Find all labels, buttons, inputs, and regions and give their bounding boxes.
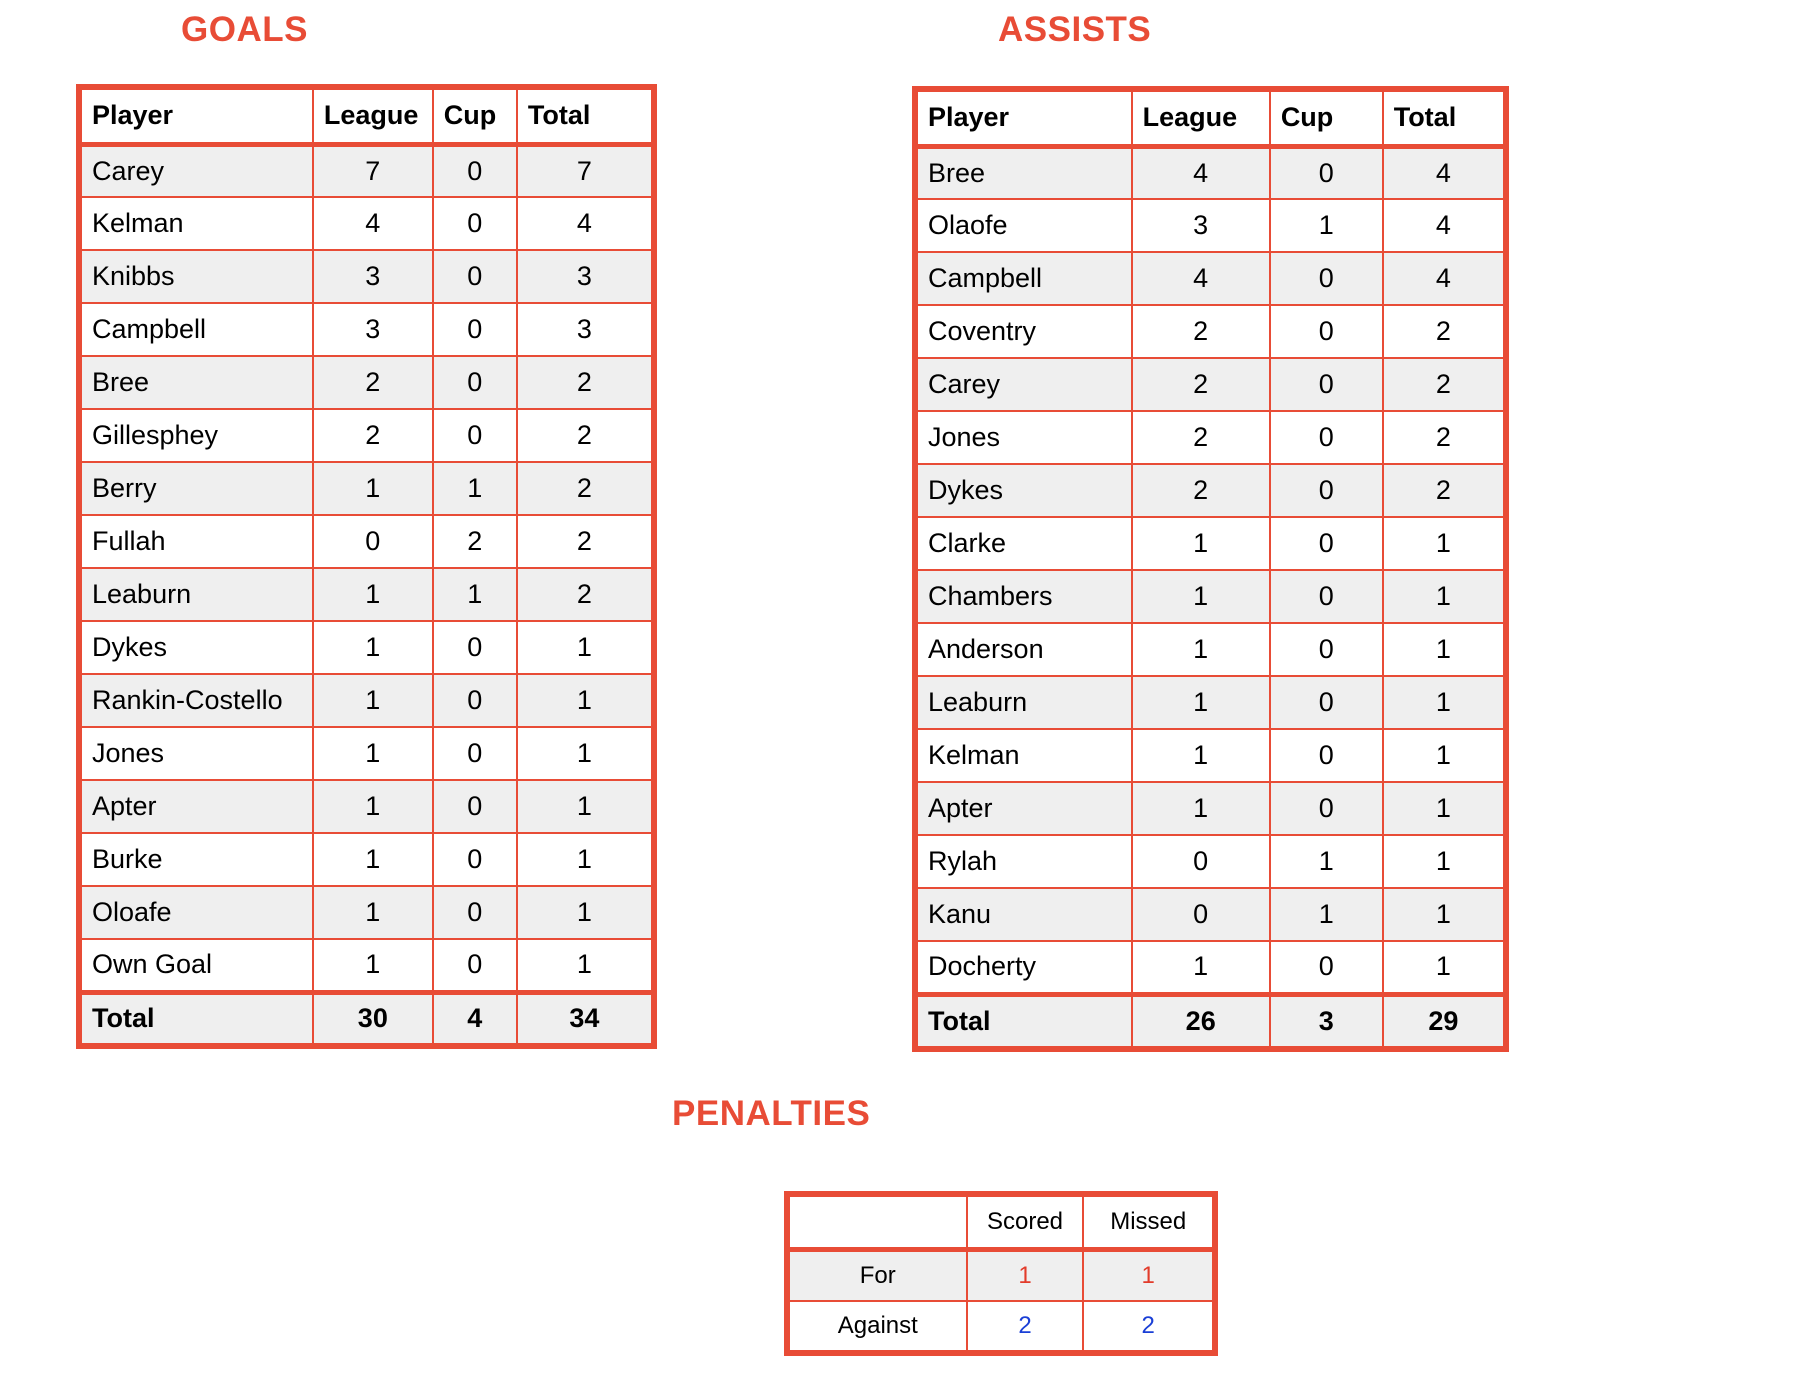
assists-cell-player: Rylah xyxy=(915,835,1132,888)
goals-header-player: Player xyxy=(79,87,313,144)
goals-total-label: Total xyxy=(79,992,313,1046)
assists-cell-player: Campbell xyxy=(915,252,1132,305)
goals-cell-cup: 0 xyxy=(433,303,517,356)
goals-cell-league: 1 xyxy=(313,939,433,992)
assists-cell-player: Jones xyxy=(915,411,1132,464)
assists-cell-total: 1 xyxy=(1383,676,1506,729)
penalties-header-missed: Missed xyxy=(1083,1194,1215,1249)
goals-cell-player: Knibbs xyxy=(79,250,313,303)
assists-table-row xyxy=(915,676,1506,729)
penalties-header-blank xyxy=(787,1194,967,1249)
goals-cell-cup: 2 xyxy=(433,515,517,568)
goals-heading: GOALS xyxy=(181,10,308,49)
goals-cell-cup: 0 xyxy=(433,727,517,780)
goals-cell-league: 1 xyxy=(313,568,433,621)
goals-cell-player: Carey xyxy=(79,144,313,197)
assists-cell-player: Dykes xyxy=(915,464,1132,517)
goals-cell-player: Apter xyxy=(79,780,313,833)
goals-cell-player: Gillesphey xyxy=(79,409,313,462)
goals-cell-player: Burke xyxy=(79,833,313,886)
goals-cell-player: Berry xyxy=(79,462,313,515)
assists-cell-player: Anderson xyxy=(915,623,1132,676)
assists-table-row xyxy=(915,146,1506,199)
assists-cell-cup: 0 xyxy=(1270,358,1383,411)
goals-cell-player: Campbell xyxy=(79,303,313,356)
goals-cell-total: 2 xyxy=(517,515,654,568)
goals-cell-league: 1 xyxy=(313,780,433,833)
assists-body xyxy=(915,146,1506,994)
assists-cell-cup: 0 xyxy=(1270,623,1383,676)
assists-cell-league: 1 xyxy=(1132,623,1270,676)
assists-cell-cup: 0 xyxy=(1270,252,1383,305)
goals-cell-total: 7 xyxy=(517,144,654,197)
goals-cell-league: 7 xyxy=(313,144,433,197)
assists-cell-total: 1 xyxy=(1383,782,1506,835)
goals-cell-league: 2 xyxy=(313,409,433,462)
assists-cell-total: 1 xyxy=(1383,570,1506,623)
penalties-against-missed: 2 xyxy=(1083,1301,1215,1353)
assists-cell-league: 4 xyxy=(1132,252,1270,305)
assists-cell-league: 1 xyxy=(1132,676,1270,729)
assists-cell-player: Kanu xyxy=(915,888,1132,941)
goals-cell-player: Bree xyxy=(79,356,313,409)
goals-cell-league: 1 xyxy=(313,886,433,939)
goals-cell-total: 1 xyxy=(517,939,654,992)
goals-table-row xyxy=(79,939,654,992)
goals-table-row xyxy=(79,833,654,886)
goals-cell-league: 3 xyxy=(313,250,433,303)
assists-cell-cup: 1 xyxy=(1270,199,1383,252)
assists-cell-cup: 0 xyxy=(1270,305,1383,358)
assists-cell-league: 0 xyxy=(1132,888,1270,941)
goals-cell-cup: 0 xyxy=(433,250,517,303)
goals-cell-total: 3 xyxy=(517,303,654,356)
penalties-header-row xyxy=(787,1194,1215,1249)
assists-cell-total: 4 xyxy=(1383,252,1506,305)
goals-total-total: 34 xyxy=(517,992,654,1046)
assists-heading: ASSISTS xyxy=(998,10,1152,49)
assists-cell-cup: 1 xyxy=(1270,835,1383,888)
goals-table-row xyxy=(79,621,654,674)
goals-cell-player: Own Goal xyxy=(79,939,313,992)
assists-cell-league: 1 xyxy=(1132,570,1270,623)
goals-cell-player: Oloafe xyxy=(79,886,313,939)
goals-cell-player: Fullah xyxy=(79,515,313,568)
assists-cell-cup: 0 xyxy=(1270,517,1383,570)
assists-cell-cup: 0 xyxy=(1270,411,1383,464)
assists-cell-league: 1 xyxy=(1132,729,1270,782)
goals-body xyxy=(79,144,654,992)
assists-cell-league: 1 xyxy=(1132,941,1270,994)
goals-cell-total: 2 xyxy=(517,568,654,621)
goals-cell-league: 1 xyxy=(313,833,433,886)
assists-cell-cup: 0 xyxy=(1270,729,1383,782)
assists-cell-total: 1 xyxy=(1383,517,1506,570)
goals-table-row xyxy=(79,197,654,250)
penalties-against-scored: 2 xyxy=(967,1301,1084,1353)
assists-cell-league: 2 xyxy=(1132,411,1270,464)
goals-cell-total: 1 xyxy=(517,833,654,886)
assists-table-row xyxy=(915,623,1506,676)
assists-cell-league: 4 xyxy=(1132,146,1270,199)
penalties-for-label: For xyxy=(787,1249,967,1301)
assists-cell-player: Kelman xyxy=(915,729,1132,782)
goals-cell-total: 1 xyxy=(517,621,654,674)
goals-table-row xyxy=(79,462,654,515)
goals-table-row xyxy=(79,727,654,780)
goals-cell-player: Kelman xyxy=(79,197,313,250)
goals-cell-cup: 0 xyxy=(433,409,517,462)
goals-cell-league: 1 xyxy=(313,621,433,674)
assists-cell-total: 1 xyxy=(1383,623,1506,676)
goals-table-row xyxy=(79,515,654,568)
goals-table-row xyxy=(79,144,654,197)
assists-cell-total: 1 xyxy=(1383,835,1506,888)
goals-cell-player: Leaburn xyxy=(79,568,313,621)
goals-cell-league: 1 xyxy=(313,727,433,780)
assists-header-league: League xyxy=(1132,89,1270,146)
assists-cell-cup: 0 xyxy=(1270,782,1383,835)
goals-cell-player: Jones xyxy=(79,727,313,780)
goals-table-row xyxy=(79,356,654,409)
goals-table-row xyxy=(79,250,654,303)
assists-header-cup: Cup xyxy=(1270,89,1383,146)
assists-table-row xyxy=(915,305,1506,358)
assists-cell-player: Leaburn xyxy=(915,676,1132,729)
assists-table-row xyxy=(915,252,1506,305)
goals-cell-cup: 0 xyxy=(433,833,517,886)
assists-table-row xyxy=(915,888,1506,941)
penalties-header-scored: Scored xyxy=(967,1194,1084,1249)
assists-cell-player: Olaofe xyxy=(915,199,1132,252)
assists-cell-player: Apter xyxy=(915,782,1132,835)
goals-table-row xyxy=(79,568,654,621)
assists-cell-cup: 0 xyxy=(1270,941,1383,994)
goals-cell-league: 2 xyxy=(313,356,433,409)
assists-cell-cup: 0 xyxy=(1270,676,1383,729)
assists-total-row xyxy=(915,994,1506,1049)
penalties-for-scored: 1 xyxy=(967,1249,1084,1301)
goals-cell-total: 2 xyxy=(517,462,654,515)
penalties-row-for xyxy=(787,1249,1215,1301)
penalties-heading: PENALTIES xyxy=(672,1094,871,1133)
goals-cell-total: 1 xyxy=(517,727,654,780)
assists-cell-player: Coventry xyxy=(915,305,1132,358)
assists-header-total: Total xyxy=(1383,89,1506,146)
assists-table-row xyxy=(915,729,1506,782)
assists-cell-cup: 0 xyxy=(1270,570,1383,623)
assists-cell-league: 1 xyxy=(1132,782,1270,835)
goals-table-row xyxy=(79,780,654,833)
goals-cell-league: 3 xyxy=(313,303,433,356)
goals-header-league: League xyxy=(313,87,433,144)
assists-cell-player: Clarke xyxy=(915,517,1132,570)
goals-header-row xyxy=(79,87,654,144)
assists-cell-league: 1 xyxy=(1132,517,1270,570)
goals-header-cup: Cup xyxy=(433,87,517,144)
goals-cell-total: 4 xyxy=(517,197,654,250)
assists-total-label: Total xyxy=(915,994,1132,1049)
assists-table-row xyxy=(915,570,1506,623)
assists-cell-player: Bree xyxy=(915,146,1132,199)
goals-cell-player: Dykes xyxy=(79,621,313,674)
goals-cell-total: 1 xyxy=(517,886,654,939)
assists-cell-total: 2 xyxy=(1383,358,1506,411)
assists-total-cup: 3 xyxy=(1270,994,1383,1049)
assists-total-total: 29 xyxy=(1383,994,1506,1049)
assists-cell-total: 1 xyxy=(1383,941,1506,994)
goals-cell-league: 1 xyxy=(313,462,433,515)
penalties-against-label: Against xyxy=(787,1301,967,1353)
assists-cell-total: 4 xyxy=(1383,146,1506,199)
assists-cell-league: 2 xyxy=(1132,305,1270,358)
assists-cell-league: 2 xyxy=(1132,464,1270,517)
goals-cell-cup: 0 xyxy=(433,356,517,409)
assists-table-row xyxy=(915,517,1506,570)
assists-cell-total: 4 xyxy=(1383,199,1506,252)
assists-cell-player: Docherty xyxy=(915,941,1132,994)
goals-cell-league: 0 xyxy=(313,515,433,568)
assists-table xyxy=(912,86,1509,1052)
goals-cell-total: 3 xyxy=(517,250,654,303)
goals-table-row xyxy=(79,886,654,939)
goals-cell-total: 1 xyxy=(517,780,654,833)
assists-cell-total: 2 xyxy=(1383,464,1506,517)
goals-cell-cup: 0 xyxy=(433,144,517,197)
goals-cell-cup: 0 xyxy=(433,939,517,992)
goals-cell-league: 4 xyxy=(313,197,433,250)
assists-table-row xyxy=(915,941,1506,994)
goals-table-row xyxy=(79,409,654,462)
goals-cell-cup: 0 xyxy=(433,780,517,833)
penalties-table xyxy=(784,1191,1218,1356)
assists-cell-cup: 0 xyxy=(1270,146,1383,199)
assists-table-row xyxy=(915,464,1506,517)
goals-cell-total: 2 xyxy=(517,409,654,462)
goals-cell-league: 1 xyxy=(313,674,433,727)
assists-cell-total: 1 xyxy=(1383,729,1506,782)
goals-table-row xyxy=(79,674,654,727)
goals-total-row xyxy=(79,992,654,1046)
goals-cell-cup: 0 xyxy=(433,886,517,939)
assists-table-row xyxy=(915,199,1506,252)
assists-table-row xyxy=(915,835,1506,888)
assists-cell-player: Carey xyxy=(915,358,1132,411)
assists-cell-player: Chambers xyxy=(915,570,1132,623)
assists-cell-league: 0 xyxy=(1132,835,1270,888)
goals-total-league: 30 xyxy=(313,992,433,1046)
penalties-for-missed: 1 xyxy=(1083,1249,1215,1301)
goals-table-row xyxy=(79,303,654,356)
assists-cell-cup: 0 xyxy=(1270,464,1383,517)
goals-cell-total: 2 xyxy=(517,356,654,409)
goals-cell-cup: 0 xyxy=(433,674,517,727)
assists-cell-cup: 1 xyxy=(1270,888,1383,941)
goals-cell-cup: 1 xyxy=(433,568,517,621)
assists-header-player: Player xyxy=(915,89,1132,146)
assists-table-row xyxy=(915,411,1506,464)
assists-cell-total: 2 xyxy=(1383,305,1506,358)
goals-header-total: Total xyxy=(517,87,654,144)
goals-cell-cup: 0 xyxy=(433,621,517,674)
goals-cell-cup: 1 xyxy=(433,462,517,515)
assists-cell-total: 2 xyxy=(1383,411,1506,464)
goals-cell-total: 1 xyxy=(517,674,654,727)
assists-cell-total: 1 xyxy=(1383,888,1506,941)
assists-table-row xyxy=(915,782,1506,835)
goals-total-cup: 4 xyxy=(433,992,517,1046)
assists-header-row xyxy=(915,89,1506,146)
assists-total-league: 26 xyxy=(1132,994,1270,1049)
penalties-row-against xyxy=(787,1301,1215,1353)
goals-cell-player: Rankin-Costello xyxy=(79,674,313,727)
goals-table xyxy=(76,84,657,1049)
assists-cell-league: 3 xyxy=(1132,199,1270,252)
assists-table-row xyxy=(915,358,1506,411)
assists-cell-league: 2 xyxy=(1132,358,1270,411)
goals-cell-cup: 0 xyxy=(433,197,517,250)
